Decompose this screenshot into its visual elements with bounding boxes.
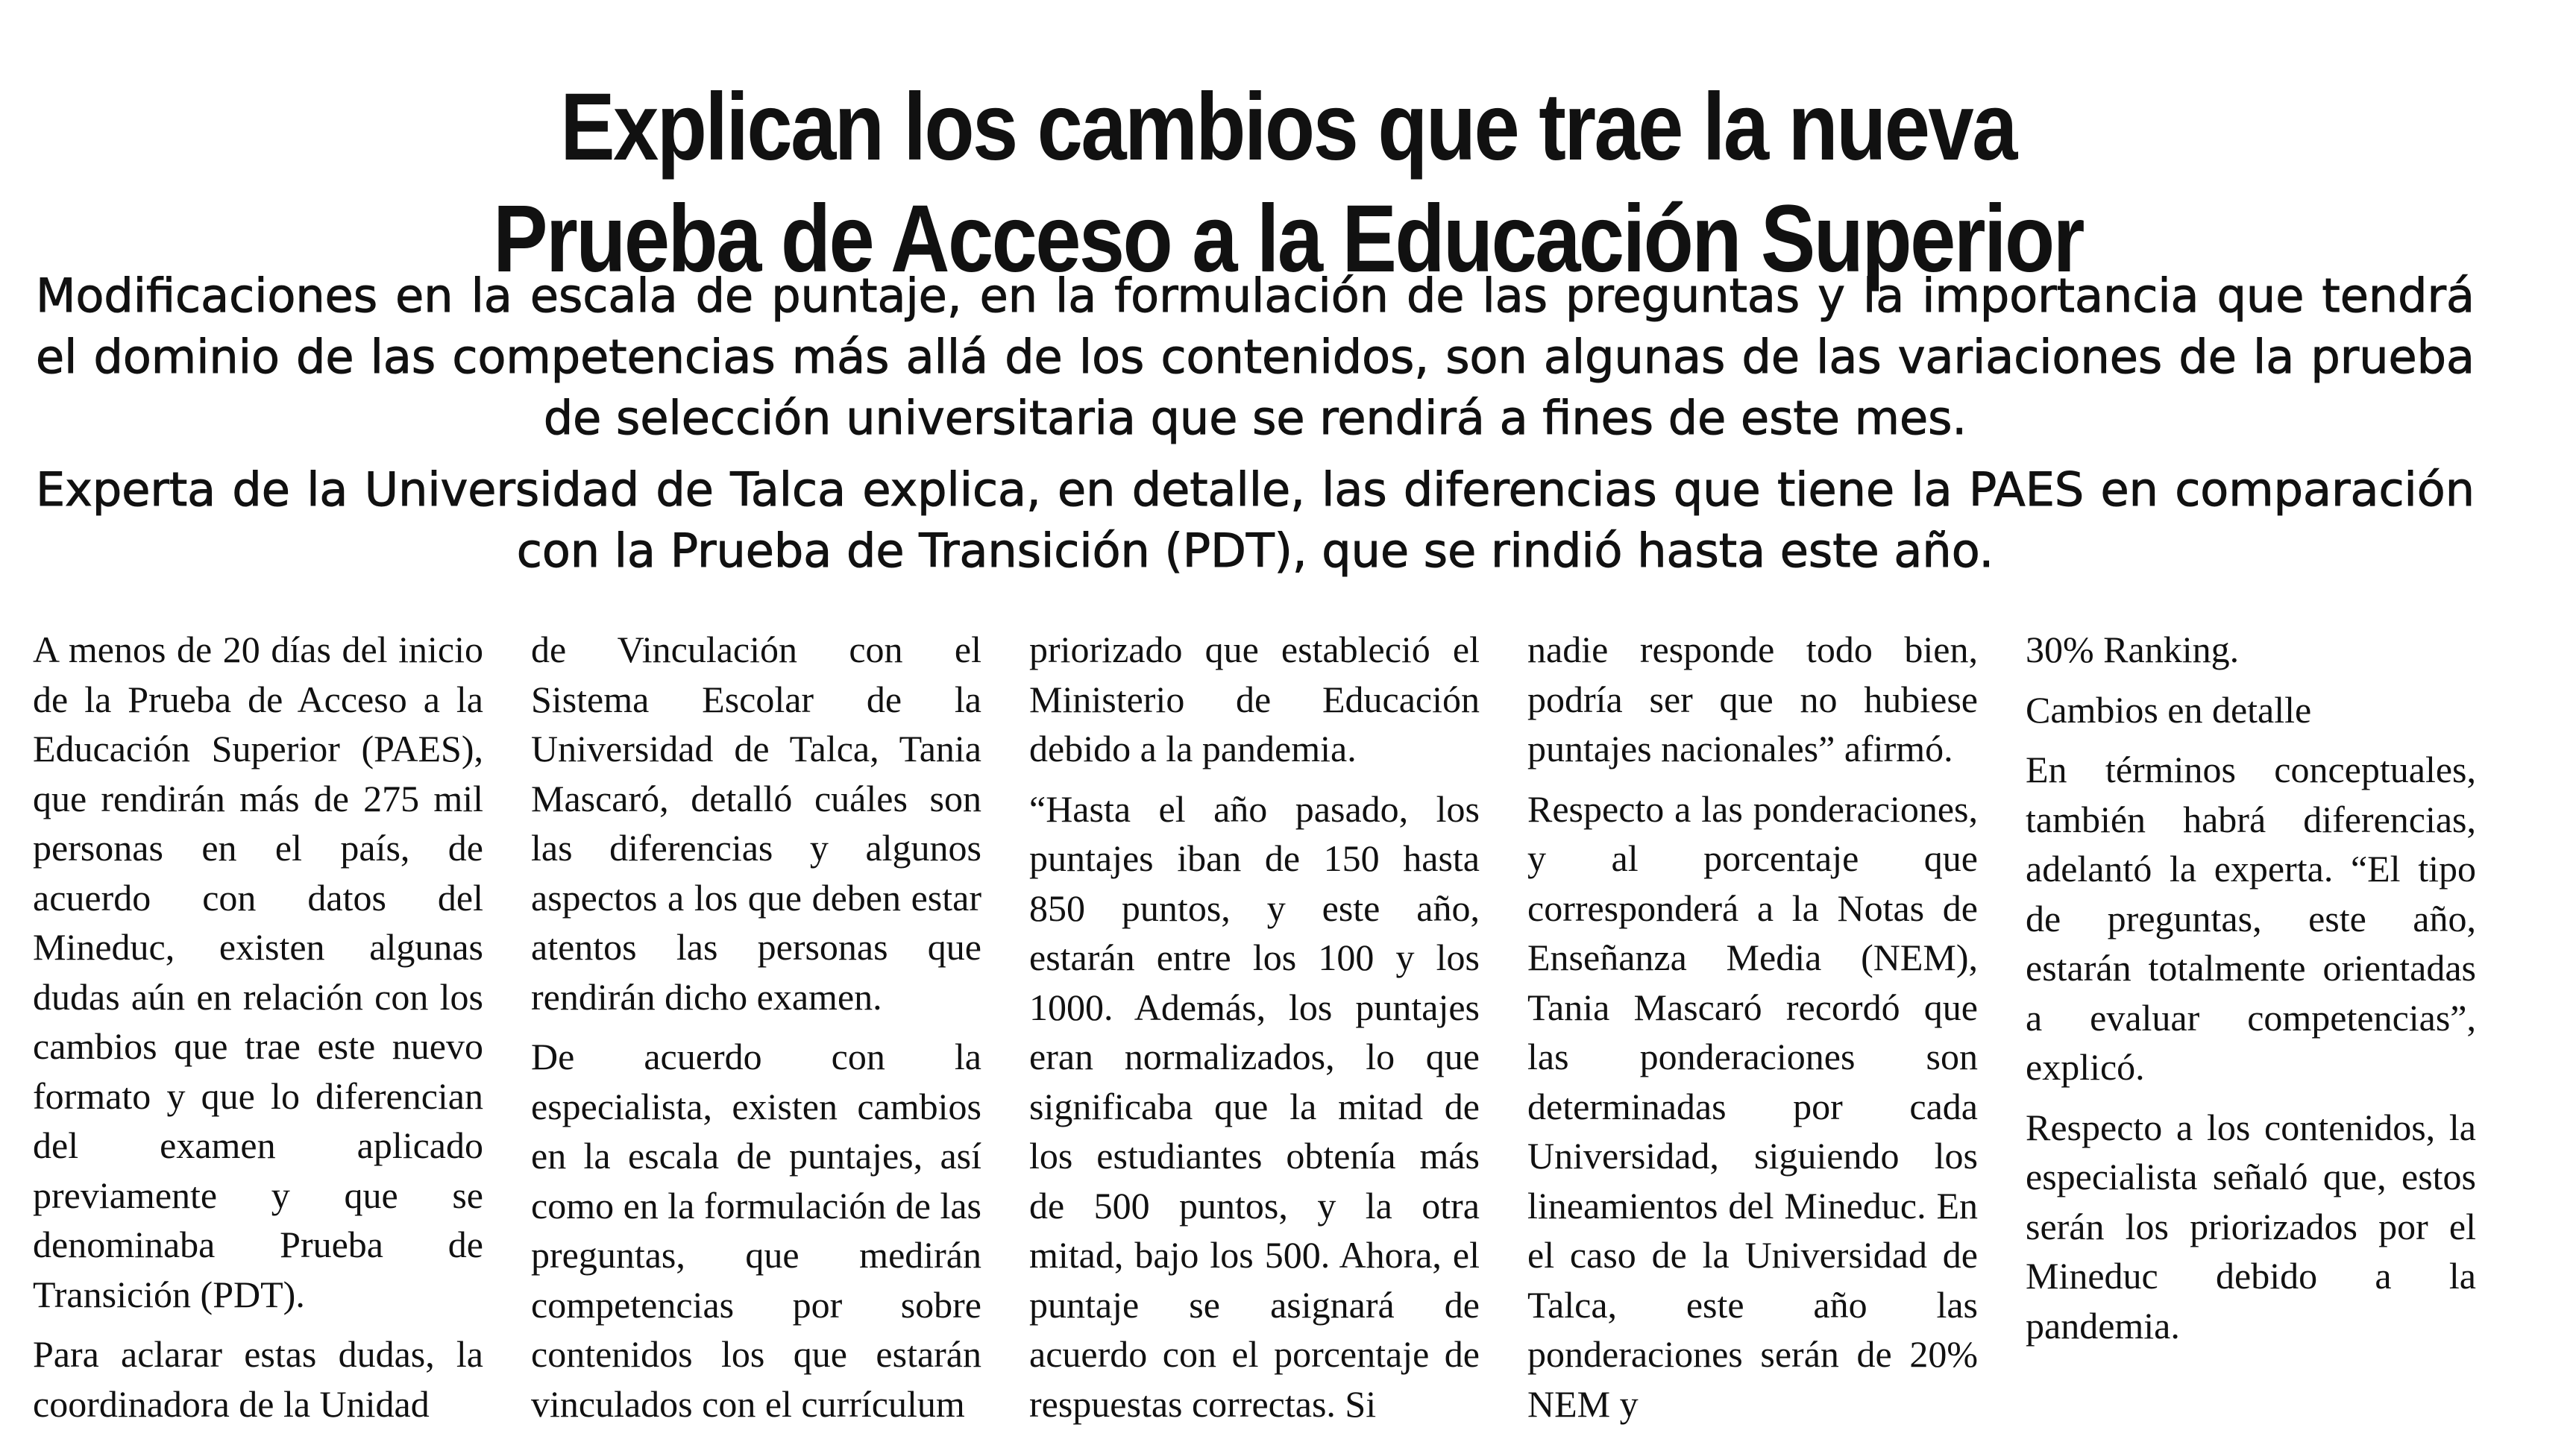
article-headline	[180, 72, 2396, 295]
paragraph: De acuerdo con la especialista, existen cambios en la escala de puntajes, así como en la formulación de las preguntas, que medirán competencias por sobre contenidos los que estarán vinculados con el currículum	[531, 1036, 981, 1425]
paragraph: A menos de 20 días del inicio de la Prueba de Acceso a la Educación Superior (PAES), que rendirán más de 275 mil personas en el país, de acuerdo con datos del Mineduc, existen algunas dudas aún en relación con los cambios que trae este nuevo formato y que lo diferencian del examen aplicado previamente y que se denominaba Prueba de Transición (PDT).	[33, 629, 483, 1315]
column-2	[531, 625, 981, 1439]
column-3	[1029, 625, 1480, 1439]
paragraph: nadie responde todo bien, podría ser que no hubiese puntajes nacionales” afirmó.	[1527, 629, 1978, 769]
headline-line-2: Prueba de Acceso a la Educación Superior	[493, 185, 2083, 292]
section-subheading: Cambios en detalle	[2026, 688, 2312, 731]
headline-line-1: Explican los cambios que trae la nueva	[560, 73, 2016, 180]
subheadline-summary: Modificaciones en la escala de puntaje, en la formulación de las preguntas y la importancia que tendrá el dominio de las competencias más allá de los contenidos, son algunas de las variaciones de la prueba de selección universitaria que se rendirá a fines de este mes.	[36, 268, 2475, 445]
paragraph: En términos conceptuales, también habrá diferencias, adelantó la experta. “El tipo de preguntas, este año, estarán totalmente orientadas a evaluar competencias”, explicó.	[2026, 749, 2476, 1088]
column-5	[2026, 625, 2476, 1439]
article-body	[33, 625, 2479, 1439]
paragraph: priorizado que estableció el Ministerio de Educación debido a la pandemia.	[1029, 629, 1480, 769]
column-4	[1527, 625, 1978, 1439]
subheadline-expert: Experta de la Universidad de Talca explica, en detalle, las diferencias que tiene la PAES en comparación con la Prueba de Transición (PDT), que se rindió hasta este año.	[36, 462, 2475, 578]
paragraph: “Hasta el año pasado, los puntajes iban de 150 hasta 850 puntos, y este año, estarán entre los 100 y los 1000. Además, los puntajes eran normalizados, lo que significaba que la mitad de los estudiantes obtenía más de 500 puntos, y la otra mitad, bajo los 500. Ahora, el puntaje se asignará de acuerdo con el porcentaje de respuestas correctas. Si	[1029, 787, 1480, 1425]
column-1	[33, 625, 483, 1439]
paragraph: Para aclarar estas dudas, la coordinadora de la Unidad	[33, 1333, 483, 1425]
paragraph: 30% Ranking.	[2026, 629, 2240, 670]
paragraph: Respecto a las ponderaciones, y al porcentaje que corresponderá a la Notas de Enseñanza Media (NEM), Tania Mascaró recordó que las ponderaciones son determinadas por cada Universidad, siguiendo los lineamientos del Mineduc. En el caso de la Universidad de Talca, este año las ponderaciones serán de 20% NEM y	[1527, 787, 1978, 1425]
paragraph: de Vinculación con el Sistema Escolar de la Universidad de Talca, Tania Mascaró, detalló cuáles son las diferencias y algunos aspectos a los que deben estar atentos las personas que rendirán dicho examen.	[531, 629, 981, 1018]
paragraph: Respecto a los contenidos, la especialista señaló que, estos serán los priorizados por el Mineduc debido a la pandemia.	[2026, 1106, 2476, 1347]
